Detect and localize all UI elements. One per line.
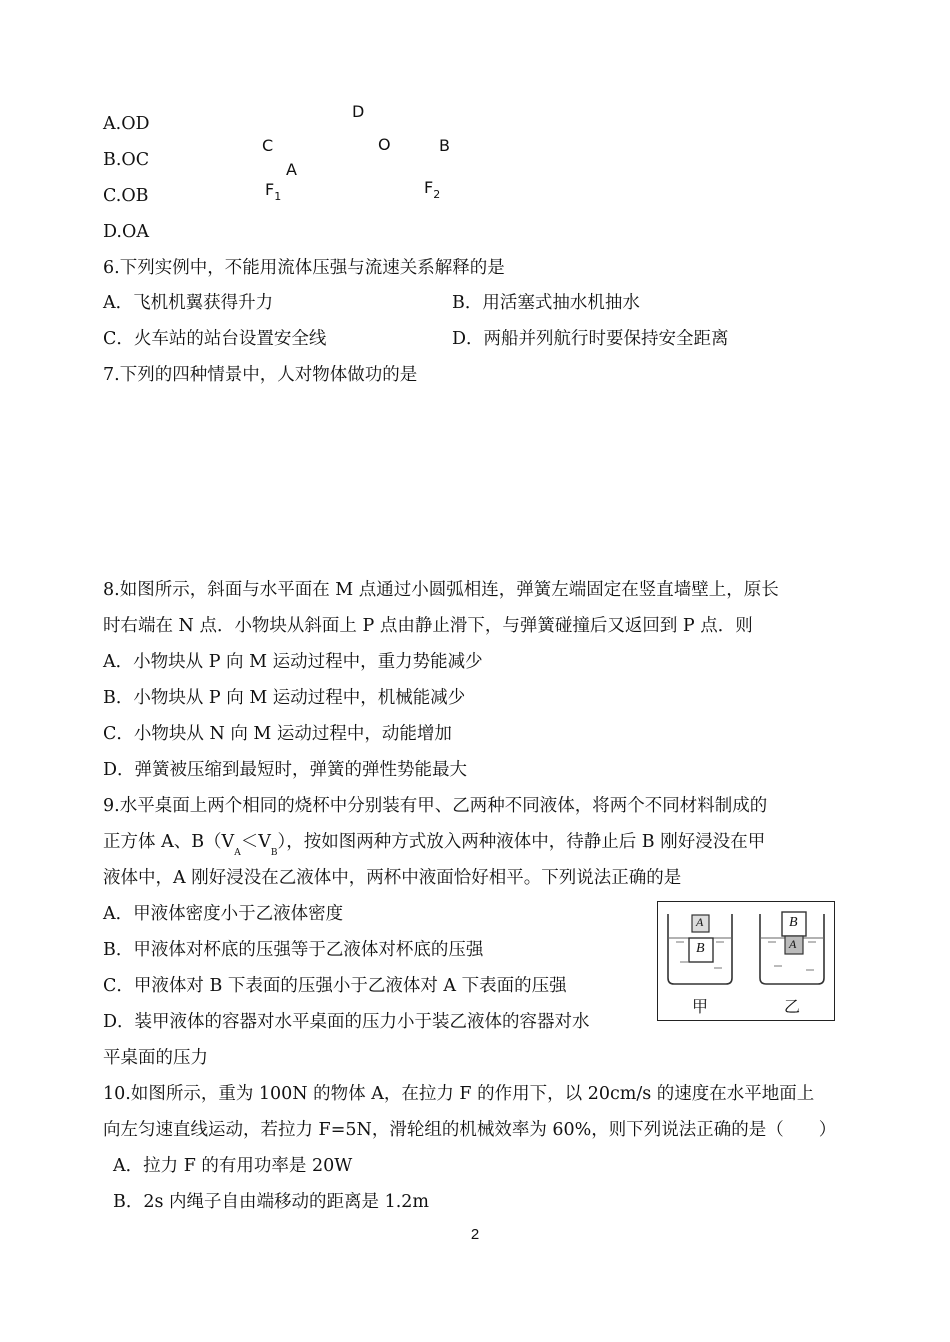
lever-label-a: A <box>286 160 297 179</box>
q9-line2-lt: ＜V <box>240 832 271 852</box>
q9-option-d: D．装甲液体的容器对水平桌面的压力小于装乙液体的容器对水 <box>103 1012 590 1032</box>
q9-stem-line-2 <box>103 830 765 857</box>
q9-stem-line-3: 液体中，A 刚好浸没在乙液体中，两杯中液面恰好相平。下列说法正确的是 <box>103 868 682 888</box>
q10-option-b: B．2s 内绳子自由端移动的距离是 1.2m <box>113 1192 430 1212</box>
caption-yi: 乙 <box>784 997 801 1016</box>
q9-stem-line-1: 9.水平桌面上两个相同的烧杯中分别装有甲、乙两种不同液体，将两个不同材料制成的 <box>103 796 768 816</box>
q6-stem: 6.下列实例中，不能用流体压强与流速关系解释的是 <box>103 258 505 278</box>
lever-label-b: B <box>439 136 450 155</box>
q9-line2-pre: 正方体 A、B（V <box>103 832 235 852</box>
q9-option-b: B．甲液体对杯底的压强等于乙液体对杯底的压强 <box>103 940 484 960</box>
q9-line2-post: ），按如图两种方式放入两种液体中，待静止后 B 刚好浸没在甲 <box>277 832 766 852</box>
q7-stem: 7.下列的四种情景中，人对物体做功的是 <box>103 365 418 385</box>
lever-label-o: O <box>378 135 391 154</box>
block-a-right: A <box>789 937 797 951</box>
f2-letter: F <box>424 178 434 197</box>
q8-stem-line-1: 8.如图所示，斜面与水平面在 M 点通过小圆弧相连，弹簧左端固定在竖直墙壁上，原长 <box>103 580 779 600</box>
q5-option-b: B.OC <box>103 150 150 170</box>
page-number: 2 <box>470 1226 480 1243</box>
q10-stem-line-2: 向左匀速直线运动，若拉力 F=5N，滑轮组的机械效率为 60%，则下列说法正确的是（ ） <box>103 1120 837 1140</box>
f1-letter: F <box>265 180 275 199</box>
q9-sub-a: A <box>234 848 241 858</box>
block-b-left: B <box>696 941 705 956</box>
lever-label-f1 <box>265 181 281 201</box>
lever-label-d: D <box>352 102 365 121</box>
q9-option-d-cont: 平桌面的压力 <box>103 1048 208 1068</box>
q8-option-d: D．弹簧被压缩到最短时，弹簧的弹性势能最大 <box>103 760 468 780</box>
lever-label-c: C <box>262 136 274 155</box>
beaker-figure <box>657 901 835 1021</box>
lever-label-f2 <box>424 179 440 199</box>
q6-option-a: A．飞机机翼获得升力 <box>103 293 274 313</box>
block-a-left: A <box>696 915 704 929</box>
f1-subscript: 1 <box>274 190 282 203</box>
q8-option-c: C．小物块从 N 向 M 运动过程中，动能增加 <box>103 724 452 744</box>
q9-option-c: C．甲液体对 B 下表面的压强小于乙液体对 A 下表面的压强 <box>103 976 567 996</box>
q9-sub-b: B <box>270 848 278 858</box>
caption-jia: 甲 <box>692 997 709 1016</box>
q9-option-a: A．甲液体密度小于乙液体密度 <box>103 904 344 924</box>
q8-stem-line-2: 时右端在 N 点．小物块从斜面上 P 点由静止滑下，与弹簧碰撞后又返回到 P 点．则 <box>103 616 753 636</box>
q8-option-a: A．小物块从 P 向 M 运动过程中，重力势能减少 <box>103 652 483 672</box>
q6-option-c: C．火车站的站台设置安全线 <box>103 329 327 349</box>
q6-option-b: B．用活塞式抽水机抽水 <box>452 293 640 313</box>
q8-option-b: B．小物块从 P 向 M 运动过程中，机械能减少 <box>103 688 466 708</box>
q5-option-a: A.OD <box>103 114 150 134</box>
q5-option-c: C.OB <box>103 186 149 206</box>
block-b-right: B <box>789 915 798 930</box>
beaker-figure-drawing <box>658 902 833 1019</box>
q10-option-a: A．拉力 F 的有用功率是 20W <box>113 1156 353 1176</box>
q6-option-d: D．两船并列航行时要保持安全距离 <box>452 329 729 349</box>
q5-option-d: D.OA <box>103 222 149 242</box>
f2-subscript: 2 <box>433 188 441 201</box>
q10-stem-line-1: 10.如图所示，重为 100N 的物体 A，在拉力 F 的作用下，以 20cm/s 的速度在水平地面上 <box>103 1084 815 1104</box>
